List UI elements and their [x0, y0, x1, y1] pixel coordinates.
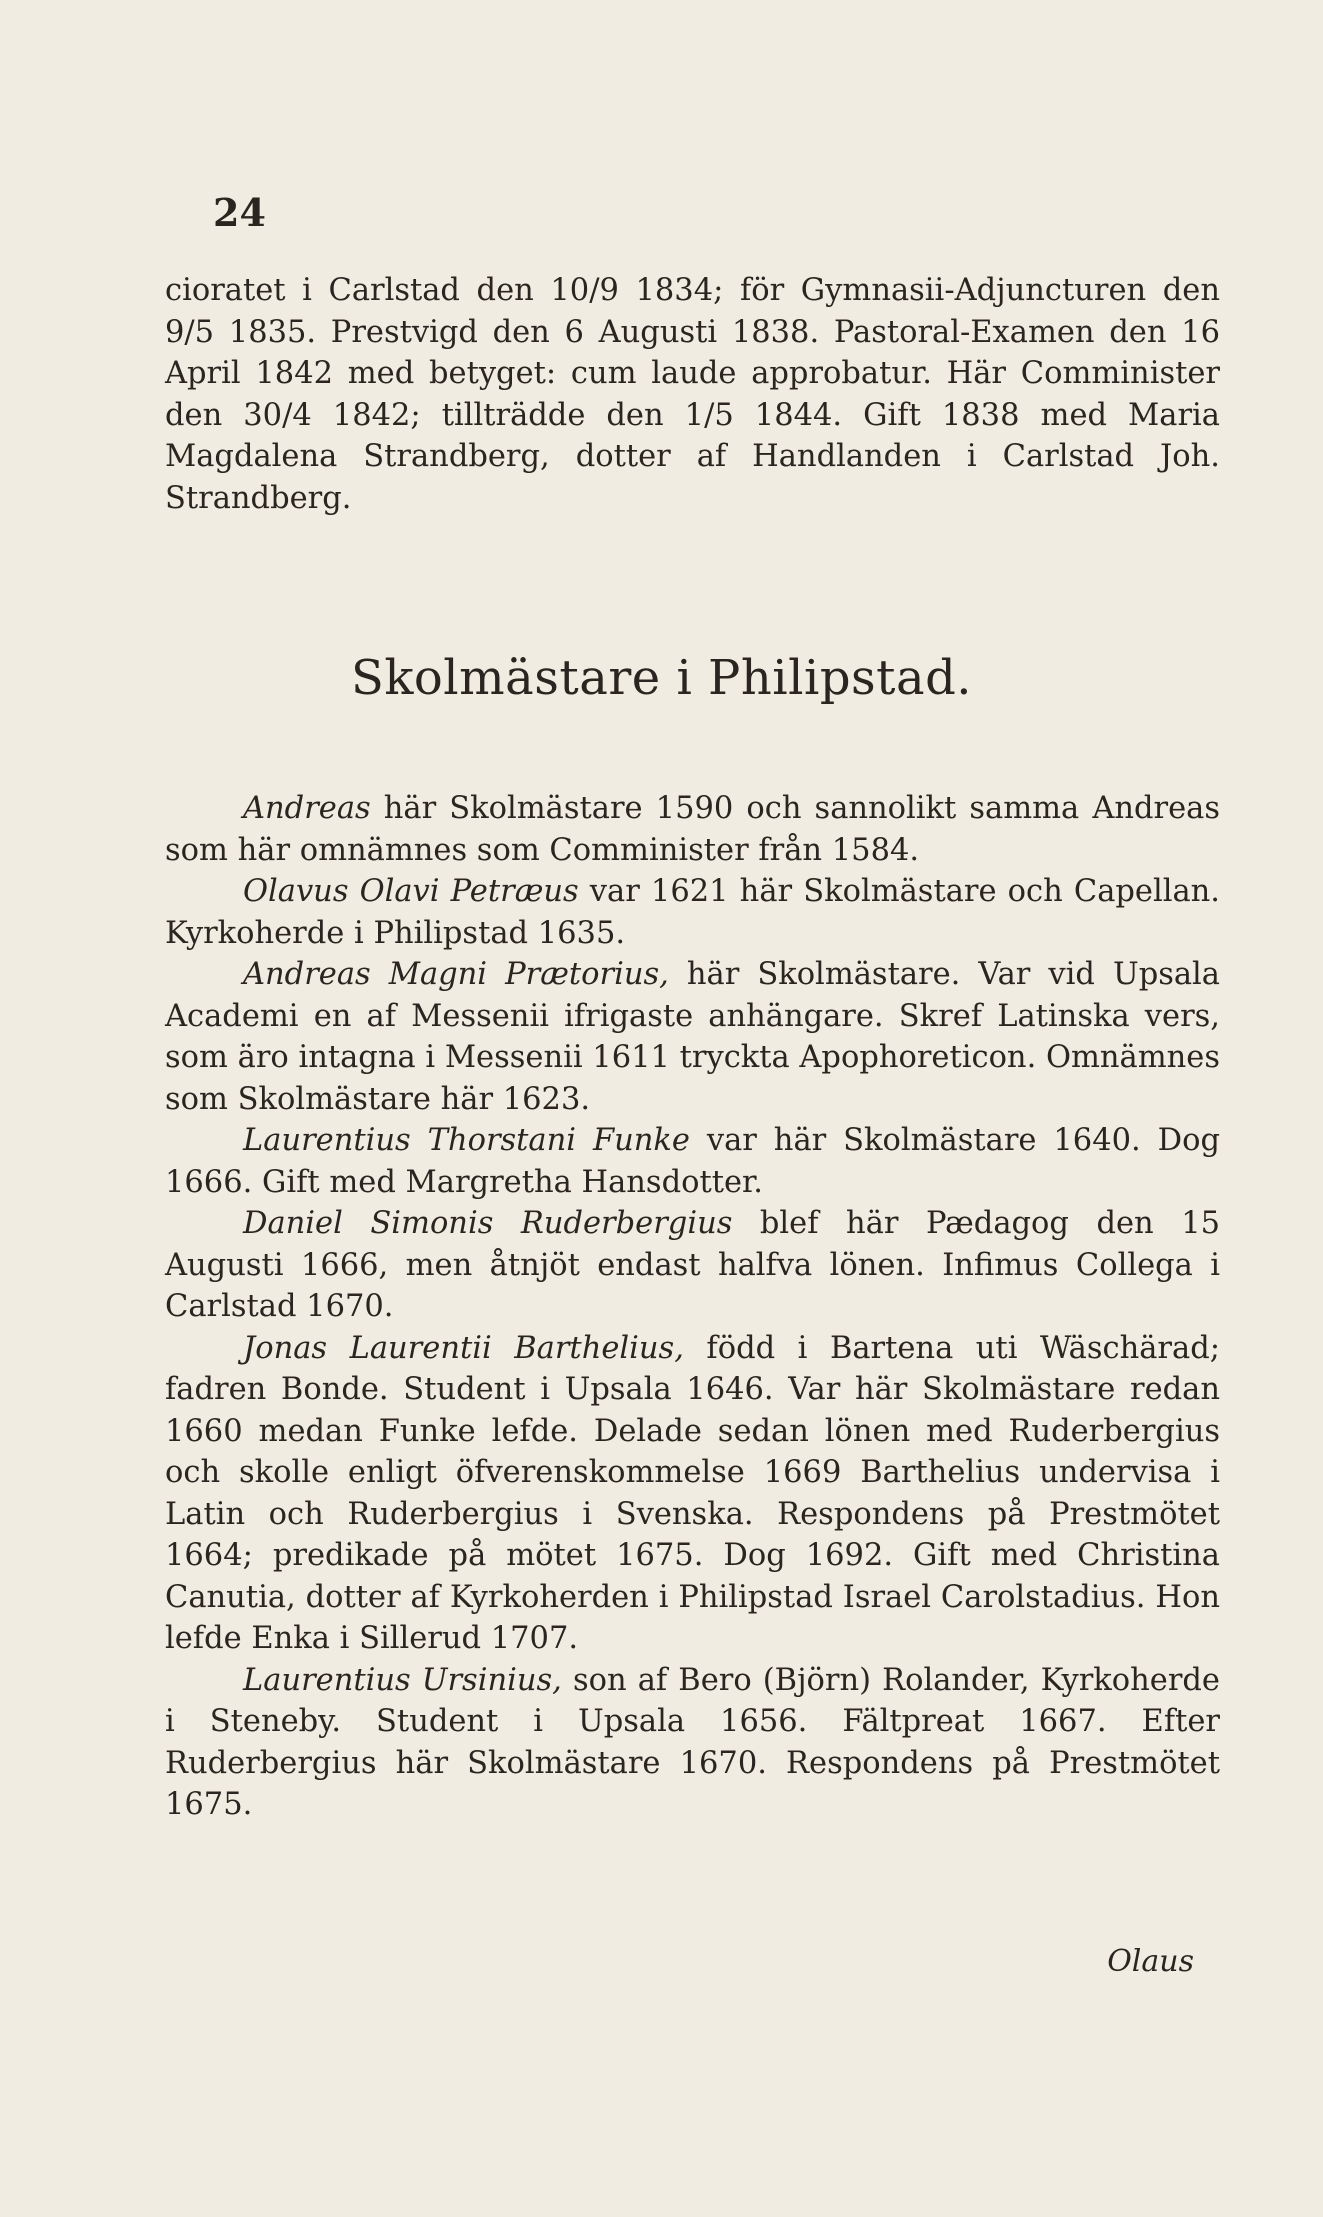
intro-text: [165, 270, 1220, 519]
entry-name: Daniel Simonis Ruderbergius: [243, 1206, 733, 1241]
entry-text: här Skolmästare. Var vid Upsala Academi en af Messenii ifrigaste anhängare. Skref Latinska vers, som äro intagna i Messenii 1611 tryckta Apophoreticon. Omnämnes som Skolmästare här 1623.: [165, 957, 1220, 1117]
entry-laurentius-ursinius: [165, 1660, 1220, 1826]
entry-name: Jonas Laurentii Barthelius,: [243, 1330, 684, 1366]
entry-text: son af Bero (Björn) Rolander, Kyrkoherde i Steneby. Student i Upsala 1656. Fältpreat 1667. Efter Ruderbergius här Skolmästare 1670. Respondens på Prestmötet 1675.: [165, 1662, 1220, 1822]
entry-daniel-ruderbergius: [165, 1203, 1220, 1328]
entry-text: blef här Pædagog den 15 Augusti 1666, men åtnjöt endast halfva lönen. Infimus Collega i Carlstad 1670.: [165, 1206, 1221, 1324]
entry-name: Olavus Olavi Petræus: [243, 874, 579, 909]
entry-text: född i Bartena uti Wäschärad; fadren Bonde. Student i Upsala 1646. Var här Skolmästare redan 1660 medan Funke lefde. Delade sedan lönen med Ruderbergius och skolle enligt öfverenskommelse 1669 Barthelius undervisa i Latin och Ruderbergius i Svenska. Respondens på Prestmötet 1664; predikade på mötet 1675. Dog 1692. Gift med Christina Canutia, dotter af Kyrkoherden i Philipstad Israel Carolstadius. Hon lefde Enka i Sillerud 1707.: [165, 1330, 1220, 1656]
page-number: 24: [213, 190, 266, 235]
entry-text: var här Skolmästare 1640. Dog 1666. Gift med Margretha Hansdotter.: [165, 1123, 1220, 1200]
entry-jonas-barthelius: [165, 1328, 1220, 1660]
entry-laurentius-funke: [165, 1120, 1220, 1203]
entry-andreas: [165, 788, 1220, 871]
catchword: Olaus: [1107, 1944, 1194, 1979]
entry-name: Andreas Magni Prætorius,: [243, 957, 669, 992]
intro-paragraph: cioratet i Carlstad den 10/9 1834; för Gymnasii-Adjuncturen den 9/5 1835. Prestvigd den 6 Augusti 1838. Pastoral-Examen den 16 April 1842 med betyget: cum laude approbatur. Här Comminister den 30/4 1842; tillträdde den 1/5 1844. Gift 1838 med Maria Magdalena Strandberg, dotter af Handlanden i Carlstad Joh. Strandberg.: [165, 273, 1220, 516]
entry-text: här Skolmästare 1590 och sannolikt samma Andreas som här omnämnes som Comminister från 1584.: [165, 791, 1220, 868]
section-heading: Skolmästare i Philipstad.: [350, 650, 973, 706]
entries-list: [165, 788, 1220, 1826]
entry-andreas-magni: [165, 954, 1220, 1120]
entry-olavus: [165, 871, 1220, 954]
entry-name: Andreas: [243, 791, 371, 826]
entry-text: var 1621 här Skolmästare och Capellan. Kyrkoherde i Philipstad 1635.: [165, 874, 1220, 951]
entry-name: Laurentius Thorstani Funke: [243, 1123, 690, 1158]
entry-name: Laurentius Ursinius,: [243, 1662, 562, 1698]
